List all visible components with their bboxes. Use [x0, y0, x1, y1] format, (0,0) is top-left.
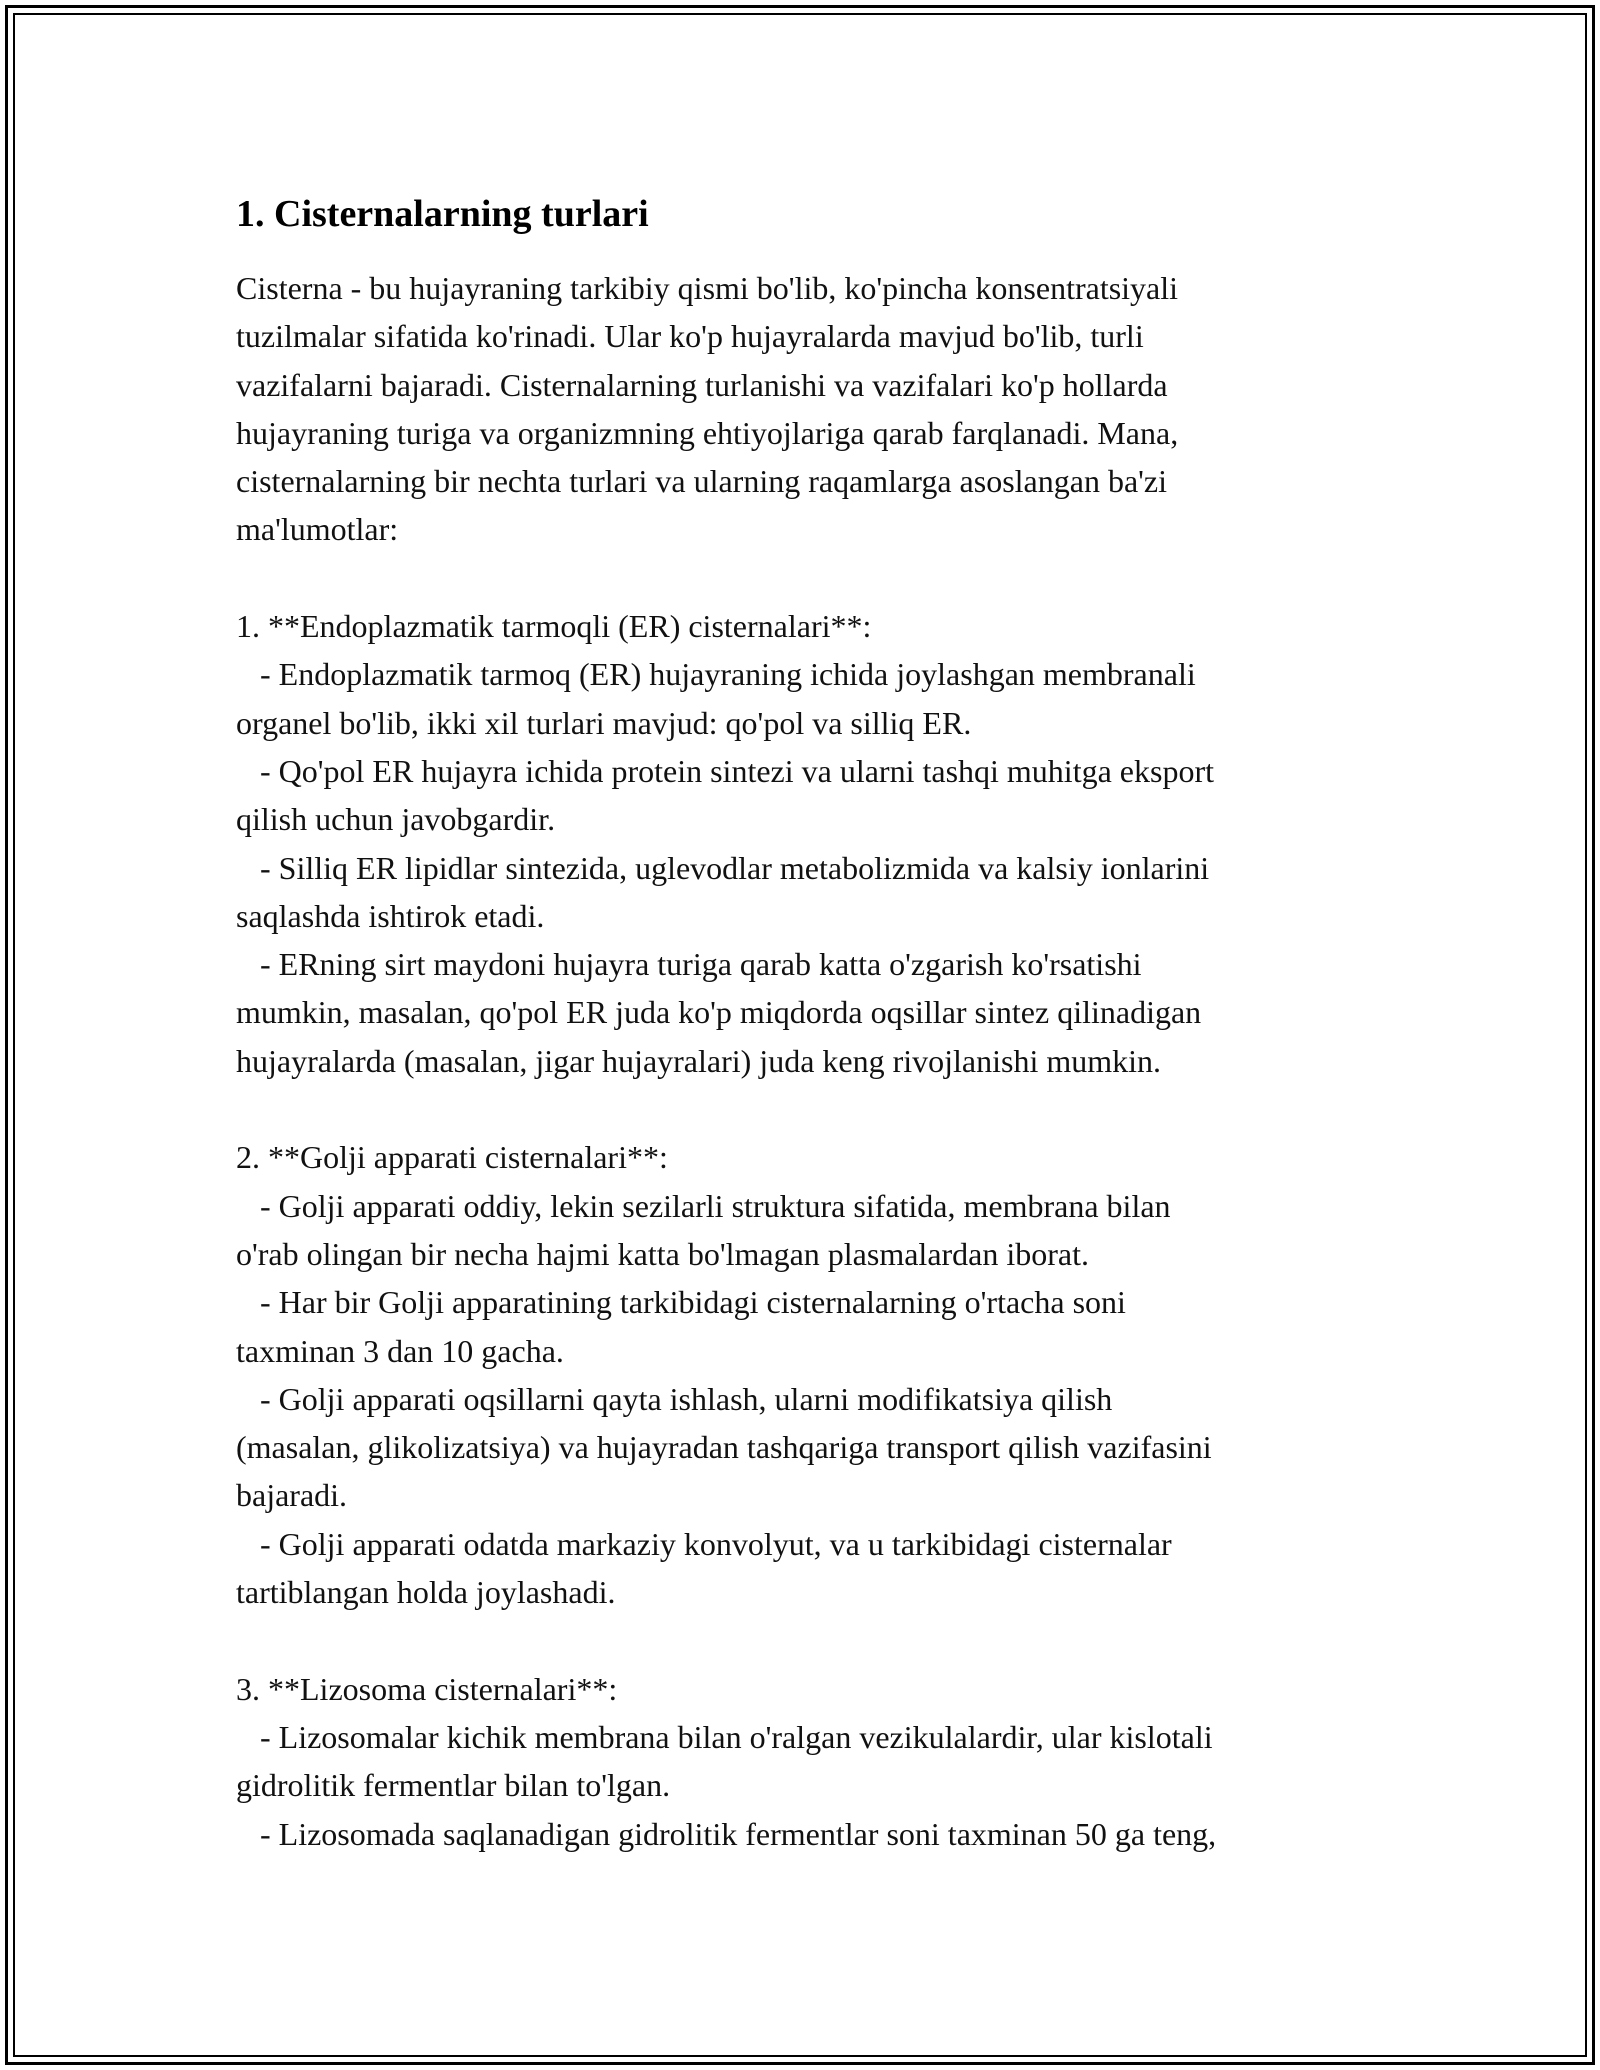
document-content	[236, 188, 1366, 1858]
page-title: 1. Cisternalarning turlari	[236, 193, 649, 235]
document-body: Cisterna - bu hujayraning tarkibiy qismi bo'lib, ko'pincha konsentratsiyali tuzilmalar sifatida ko'rinadi. Ular ko'p hujayralarda mavjud bo'lib, turli vazifalarni bajaradi. Cisternalarning turlanishi va vazifalari ko'p hollarda hujayraning turiga va organizmning ehtiyojlariga qarab farqlanadi. Mana, cisternalarning bir nechta turlari va ularning raqamlarga asoslangan ba'zi ma'lumotlar: 1. **Endoplazmatik tarmoqli (ER) cisternalari**: - Endoplazmatik tarmoq (ER) hujayraning ichida joylashgan membranali organel bo'lib, ikki xil turlari mavjud: qo'pol va silliq ER. - Qo'pol ER hujayra ichida protein sintezi va ularni tashqi muhitga eksport qilish uchun javobgardir. - Silliq ER lipidlar sintezida, uglevodlar metabolizmida va kalsiy ionlarini saqlashda ishtirok etadi. - ERning sirt maydoni hujayra turiga qarab katta o'zgarish ko'rsatishi mumkin, masalan, qo'pol ER juda ko'p miqdorda oqsillar sintez qilinadigan hujayralarda (masalan, jigar hujayralari) juda keng rivojlanishi mumkin. 2. **Golji apparati cisternalari**: - Golji apparati oddiy, lekin sezilarli struktura sifatida, membrana bilan o'rab olingan bir necha hajmi katta bo'lmagan plasmalardan iborat. - Har bir Golji apparatining tarkibidagi cisternalarning o'rtacha soni taxminan 3 dan 10 gacha. - Golji apparati oqsillarni qayta ishlash, ularni modifikatsiya qilish (masalan, glikolizatsiya) va hujayradan tashqariga transport qilish vazifasini bajaradi. - Golji apparati odatda markaziy konvolyut, va u tarkibidagi cisternalar tartiblangan holda joylashadi. 3. **Lizosoma cisternalari**: - Lizosomalar kichik membrana bilan o'ralgan vezikulalardir, ular kislotali gidrolitik fermentlar bilan to'lgan. - Lizosomada saqlanadigan gidrolitik fermentlar soni taxminan 50 ga teng,	[236, 270, 1217, 1852]
